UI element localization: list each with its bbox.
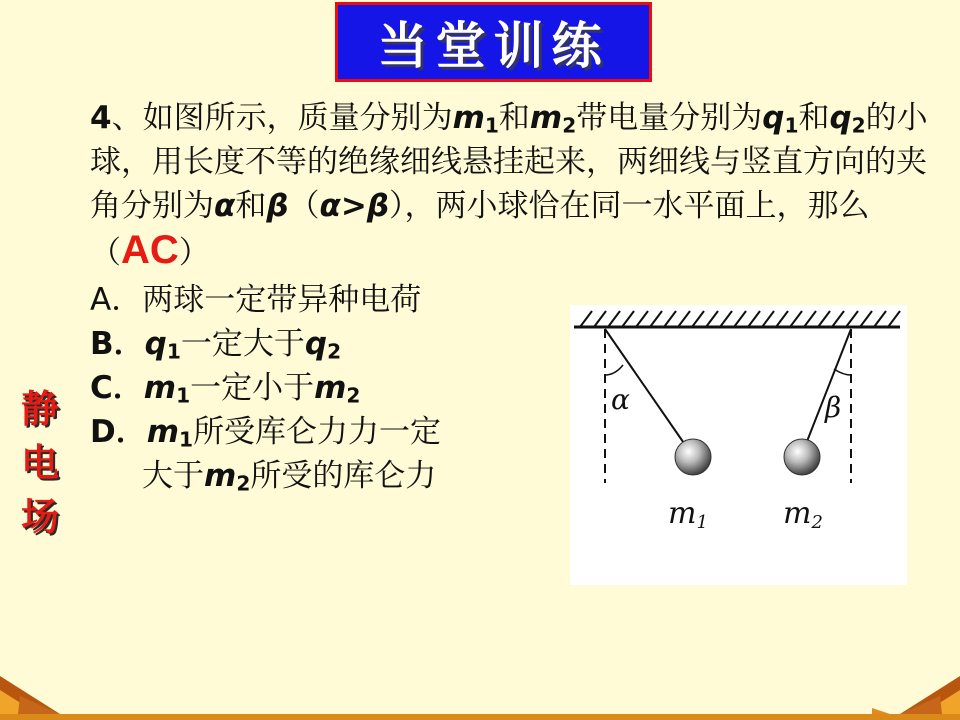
answer-text: AC [121,228,179,272]
label-m2: m2 [783,496,823,533]
option-d-continued: 大于$m_2$所受的库仑力 [142,458,437,496]
hatch-mark [734,311,746,327]
hatch-mark [804,311,816,327]
title-banner [335,2,652,82]
option-b: B．$q_1$一定大于$q_2$ [90,326,342,364]
ball-m2 [784,439,820,475]
slide-title: 当堂训练 [377,16,610,75]
hatch-mark [762,311,774,327]
beta-label: β [825,391,842,424]
side-label-char-1: 静 [20,386,59,431]
pendulum-figure [570,305,907,585]
hatch-mark [846,311,858,327]
options-list [90,278,560,498]
hatch-mark [860,311,872,327]
hatch-mark [888,311,900,327]
hatch-mark [706,311,718,327]
hatch-mark [664,311,676,327]
hatch-mark [748,311,760,327]
pendulum-diagram [570,305,907,585]
label-m1: m1 [668,496,708,533]
option-d: D．$m_1$所受库仑力力一定 [90,414,442,452]
alpha-label: α [611,383,630,416]
hatch-mark [650,311,662,327]
hatch-mark [790,311,802,327]
side-label [14,382,66,544]
hatch-mark [622,311,634,327]
hatch-mark [594,311,606,327]
hatch-mark [678,311,690,327]
ceiling-hatch [574,311,900,327]
hatch-mark [608,311,620,327]
question-number: 4 [90,100,112,136]
thread-right [804,329,851,449]
hatch-mark [636,311,648,327]
question-text: 4、如图所示，质量分别为$m_1$和$m_2$带电量分别为$q_1$和$q_2$的小球，用长度不等的绝缘细线悬挂起来，两细线与竖直方向的夹角分别为α和β（α>β），两小球恰在同一水平面上，那么 （AC） [90,100,928,272]
hatch-mark [720,311,732,327]
hatch-mark [580,311,592,327]
side-label-char-2: 电 [20,440,59,485]
hatch-mark [692,311,704,327]
hatch-mark [776,311,788,327]
bottom-decoration [0,668,960,720]
option-a: A．两球一定带异种电荷 [90,282,422,318]
ball-m1 [675,439,711,475]
beta-arc [834,369,851,375]
hatch-mark [832,311,844,327]
side-label-char-3: 场 [20,494,59,539]
hatch-mark [818,311,830,327]
alpha-arc [605,365,623,375]
hatch-mark [874,311,886,327]
option-c: C．$m_1$一定小于$m_2$ [90,370,361,408]
